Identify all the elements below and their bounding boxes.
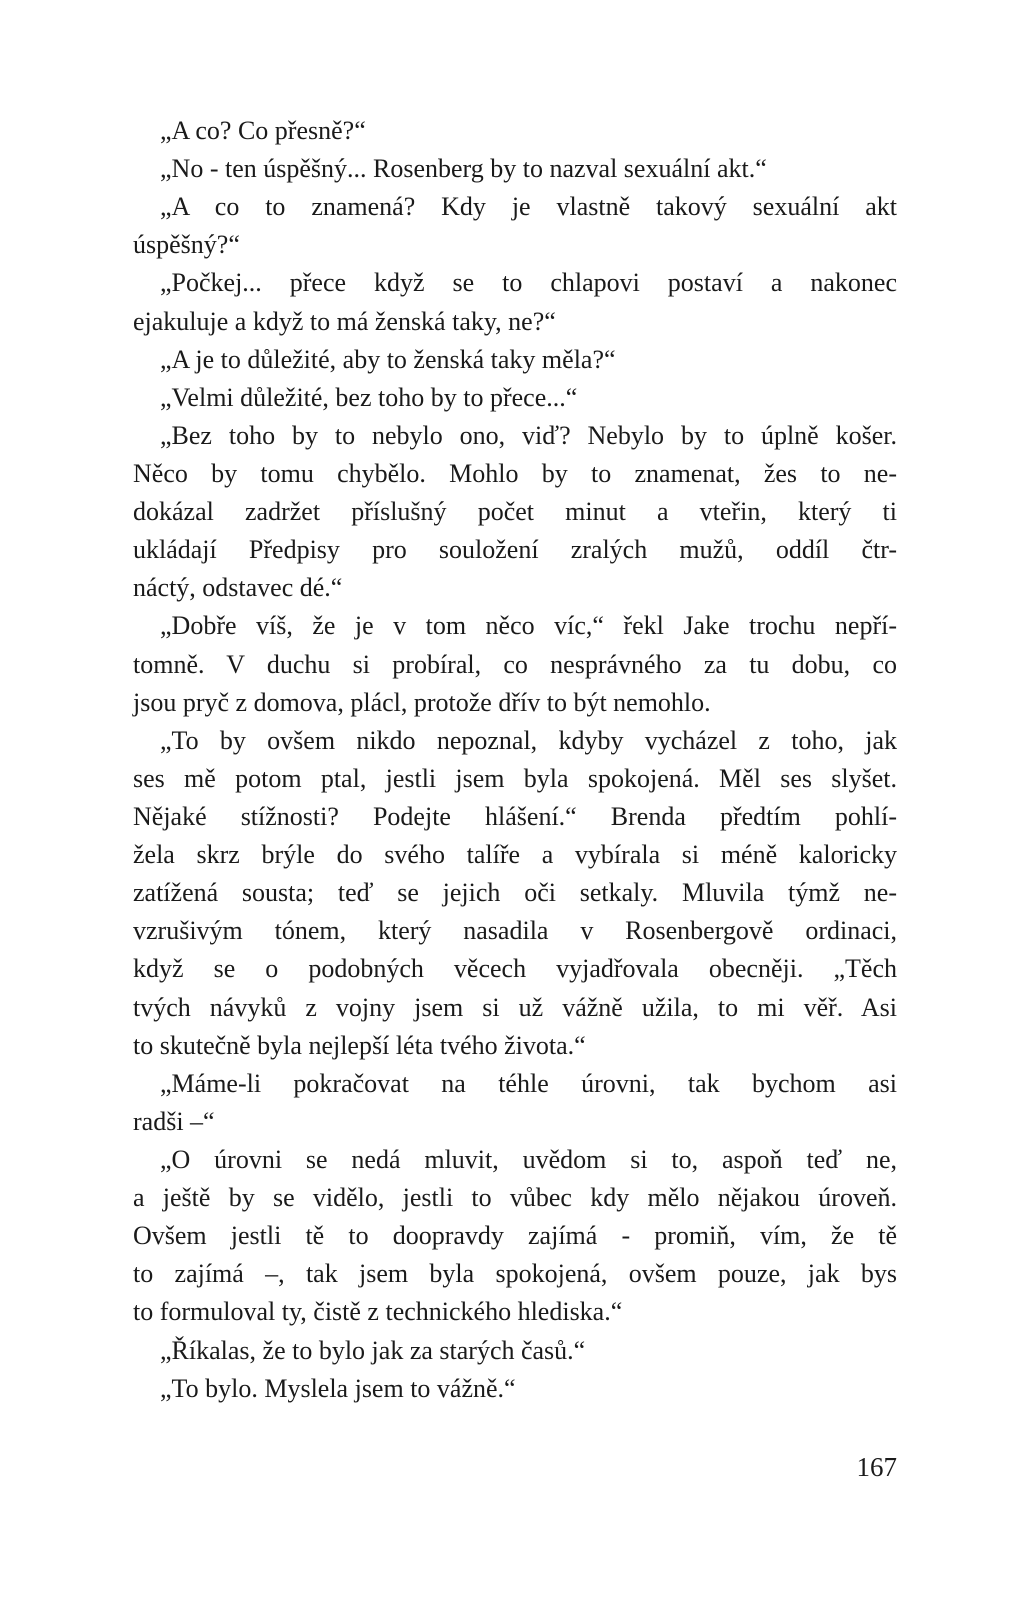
text-line: žela skrz brýle do svého talíře a vybírala si méně kaloricky xyxy=(133,840,897,870)
text-line: ses mě potom ptal, jestli jsem byla spokojená. Měl ses slyšet. xyxy=(133,763,897,793)
text-line: „To bylo. Myslela jsem to vážně.“ xyxy=(160,1373,516,1403)
paragraph xyxy=(133,150,897,188)
text-line: „O úrovni se nedá mluvit, uvědom si to, aspoň teď ne, xyxy=(160,1144,897,1174)
body-text xyxy=(133,112,897,1408)
paragraph xyxy=(133,607,897,721)
text-line: Ovšem jestli tě to doopravdy zajímá - promiň, vím, že tě xyxy=(133,1221,897,1251)
text-line: Nějaké stížnosti? Podejte hlášení.“ Brenda předtím pohlí- xyxy=(133,801,897,831)
text-line: „Bez toho by to nebylo ono, viď? Nebylo by to úplně košer. xyxy=(160,420,897,450)
text-line: to skutečně byla nejlepší léta tvého života.“ xyxy=(133,1030,586,1060)
paragraph xyxy=(133,188,897,264)
text-line: „A je to důležité, aby to ženská taky měla?“ xyxy=(160,344,616,374)
paragraph xyxy=(133,1370,897,1408)
paragraph xyxy=(133,722,897,1065)
paragraph xyxy=(133,379,897,417)
text-line: „Dobře víš, že je v tom něco víc,“ řekl Jake trochu nepří- xyxy=(160,611,897,641)
text-line: „A co? Co přesně?“ xyxy=(160,116,366,145)
text-line: náctý, odstavec dé.“ xyxy=(133,573,343,603)
text-line: dokázal zadržet příslušný počet minut a vteřin, který ti xyxy=(133,497,897,527)
page-number: 167 xyxy=(856,1452,897,1482)
paragraph xyxy=(133,1141,897,1332)
text-line: „To by ovšem nikdo nepoznal, kdyby vycházel z toho, jak xyxy=(160,725,897,755)
text-line: to formuloval ty, čistě z technického hlediska.“ xyxy=(133,1297,623,1327)
paragraph xyxy=(133,417,897,608)
text-line: „Říkalas, že to bylo jak za starých časů.“ xyxy=(160,1335,586,1365)
text-line: ejakuluje a když to má ženská taky, ne?“ xyxy=(133,306,556,336)
text-line: „Velmi důležité, bez toho by to přece...“ xyxy=(160,382,578,412)
paragraph xyxy=(133,341,897,379)
text-line: „Počkej... přece když se to chlapovi postaví a nakonec xyxy=(160,268,897,298)
text-line: zatížená sousta; teď se jejich oči setkaly. Mluvila týmž ne- xyxy=(133,878,897,908)
text-line: tvých návyků z vojny jsem si už vážně užila, to mi věř. Asi xyxy=(133,992,897,1022)
text-line: vzrušivým tónem, který nasadila v Rosenbergově ordinaci, xyxy=(133,916,897,946)
text-line: „A co to znamená? Kdy je vlastně takový sexuální akt xyxy=(160,192,897,222)
text-line: když se o podobných věcech vyjadřovala obecněji. „Těch xyxy=(133,954,897,984)
paragraph xyxy=(133,112,897,150)
text-line: „Máme-li pokračovat na téhle úrovni, tak bychom asi xyxy=(160,1068,897,1098)
paragraph xyxy=(133,1332,897,1370)
text-line: a ještě by se vidělo, jestli to vůbec kdy mělo nějakou úroveň. xyxy=(133,1183,897,1213)
text-line: „No - ten úspěšný... Rosenberg by to nazval sexuální akt.“ xyxy=(160,154,767,184)
text-line: radši –“ xyxy=(133,1106,215,1136)
text-line: jsou pryč z domova, plácl, protože dřív to být nemohlo. xyxy=(133,687,711,717)
text-line: tomně. V duchu si probíral, co nesprávného za tu dobu, co xyxy=(133,649,897,679)
text-line: úspěšný?“ xyxy=(133,230,240,260)
text-line: ukládají Předpisy pro souložení zralých mužů, oddíl čtr- xyxy=(133,535,897,565)
paragraph xyxy=(133,264,897,340)
paragraph xyxy=(133,1065,897,1141)
text-line: Něco by tomu chybělo. Mohlo by to znamenat, žes to ne- xyxy=(133,458,897,488)
text-line: to zajímá –, tak jsem byla spokojená, ovšem pouze, jak bys xyxy=(133,1259,897,1289)
